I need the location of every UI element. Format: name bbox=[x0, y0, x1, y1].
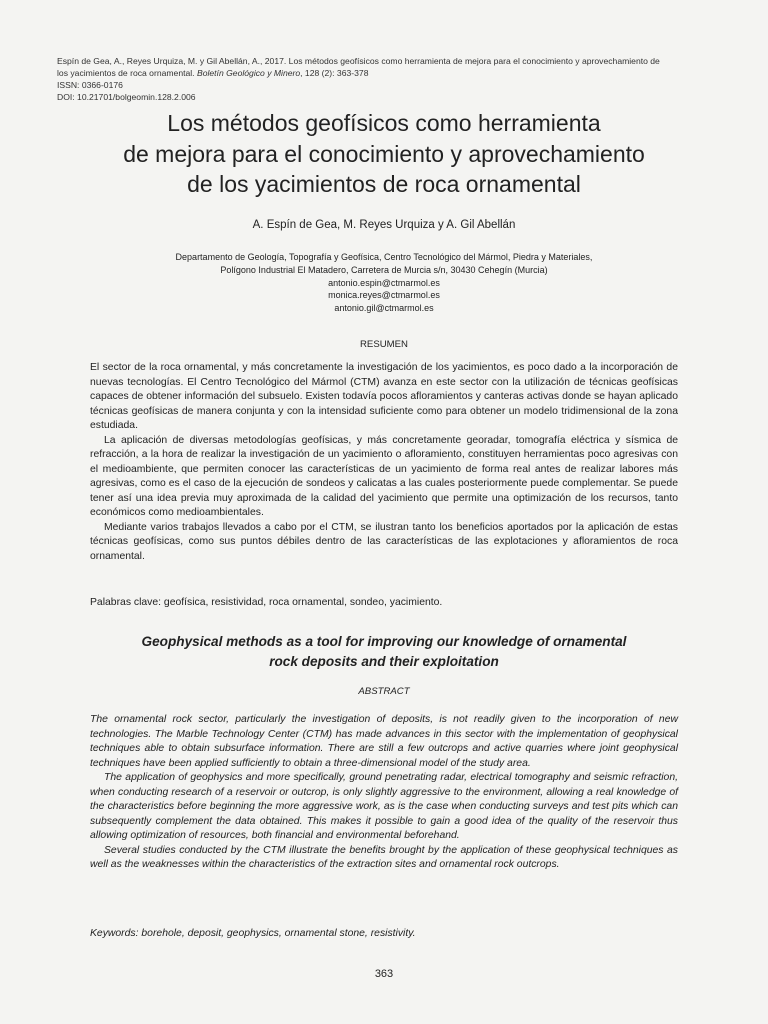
citation-volume: , 128 (2): 363-378 bbox=[300, 68, 369, 78]
issn: ISSN: 0366-0176 bbox=[57, 80, 123, 90]
affiliation bbox=[50, 251, 718, 315]
citation-line bbox=[57, 67, 717, 79]
authors: A. Espín de Gea, M. Reyes Urquiza y A. Gil Abellán bbox=[252, 219, 516, 231]
english-title-line: Geophysical methods as a tool for improving our knowledge of ornamental bbox=[141, 634, 627, 649]
journal-name: Boletín Geológico y Minero bbox=[196, 68, 301, 78]
article-title bbox=[50, 108, 718, 200]
abstract-paragraph: The ornamental rock sector, particularly the investigation of deposits, is not readily given to the incorporation of new technologies. The Marble Technology Center (CTM) has made advances in this sector with the implementation of geophysical techniques able to obtain subsurface information. There are still a few outcrops and active quarries where joint geophysical techniques have been applied sufficiently to obtain a three-dimensional model of the study area. bbox=[90, 714, 678, 769]
resumen-paragraph: La aplicación de diversas metodologías geofísicas, y más concretamente georadar, tomografía eléctrica y sísmica de refracción, a la hora de realizar la investigación de un yacimiento o afloramiento, constituyen herramientas poco agresivas con el medioambiente, que permiten conocer las características de un yacimiento de forma real antes de realizar labores más agresivas, como es el caso de la ejecución de sondeos y calicatas a las cuales posteriormente puede complementar. Se puede tener así una idea previa muy aproximada de la calidad del yacimiento que permite una optimización de los recursos, tanto económicos como medioambientales. bbox=[90, 434, 678, 518]
doi: DOI: 10.21701/bolgeomin.128.2.006 bbox=[57, 92, 196, 102]
email: antonio.espin@ctmarmol.es bbox=[328, 277, 440, 288]
email: monica.reyes@ctmarmol.es bbox=[328, 290, 440, 301]
affiliation-line: Departamento de Geología, Topografía y Geofísica, Centro Tecnológico del Mármol, Piedra y Materiales, bbox=[175, 252, 593, 262]
abstract-heading: ABSTRACT bbox=[358, 686, 410, 697]
citation-text: los yacimientos de roca ornamental. bbox=[57, 68, 197, 78]
abstract-paragraph: The application of geophysics and more specifically, ground penetrating radar, electrical tomography and seismic refraction, when conducting research of a reservoir or outcrop, is only slightly aggressive to the environment, allowing a real knowledge of the characteristics before beginning the more aggressive work, as is the case when conducting surveys and test pits which can subsequently complement the data obtained. This makes it possible to gain a good idea of the quality of the reservoir thus allowing optimization of resources, both financial and environmental beforehand. bbox=[90, 772, 678, 841]
title-line: de los yacimientos de roca ornamental bbox=[187, 171, 581, 197]
english-title bbox=[50, 632, 718, 672]
abstract-paragraph: Several studies conducted by the CTM illustrate the benefits brought by the application of these geophysical techniques as well as the weaknesses within the characteristics of the extraction sites and ornamental rock outcrops. bbox=[90, 844, 678, 870]
citation-block bbox=[57, 55, 717, 103]
resumen-heading: RESUMEN bbox=[360, 339, 408, 350]
keywords: Keywords: borehole, deposit, geophysics, ornamental stone, resistivity. bbox=[90, 928, 416, 939]
affiliation-line: Polígono Industrial El Matadero, Carretera de Murcia s/n, 30430 Cehegín (Murcia) bbox=[220, 264, 548, 275]
abstract-body bbox=[90, 713, 678, 873]
page-number: 363 bbox=[374, 968, 394, 980]
title-line: de mejora para el conocimiento y aprovechamiento bbox=[123, 140, 645, 167]
resumen-paragraph: Mediante varios trabajos llevados a cabo por el CTM, se ilustran tanto los beneficios aportados por la aplicación de estas técnicas geofísicas, como sus puntos débiles dentro de las características de las explotaciones y afloramientos de roca ornamental. bbox=[90, 521, 678, 562]
citation-line: Espín de Gea, A., Reyes Urquiza, M. y Gil Abellán, A., 2017. Los métodos geofísicos como herramienta de mejora para el conocimiento y aprovechamiento de bbox=[57, 56, 660, 66]
title-line: Los métodos geofísicos como herramienta bbox=[167, 110, 601, 136]
email: antonio.gil@ctmarmol.es bbox=[334, 303, 434, 314]
english-title-line: rock deposits and their exploitation bbox=[269, 654, 499, 669]
palabras-clave: Palabras clave: geofísica, resistividad, roca ornamental, sondeo, yacimiento. bbox=[90, 597, 443, 608]
resumen-paragraph: El sector de la roca ornamental, y más concretamente la investigación de los yacimientos, es poco dado a la incorporación de nuevas tecnologías. El Centro Tecnológico del Mármol (CTM) avanza en este sector con la utilización de técnicas geofísicas capaces de obtener información del subsuelo. Existen todavía pocos afloramientos y canteras activas donde se hayan aplicado técnicas geofísicas de manera conjunta y con la intensidad suficiente como para obtener un modelo tridimensional de la zona estudiada. bbox=[90, 362, 678, 431]
resumen-body bbox=[90, 361, 678, 564]
